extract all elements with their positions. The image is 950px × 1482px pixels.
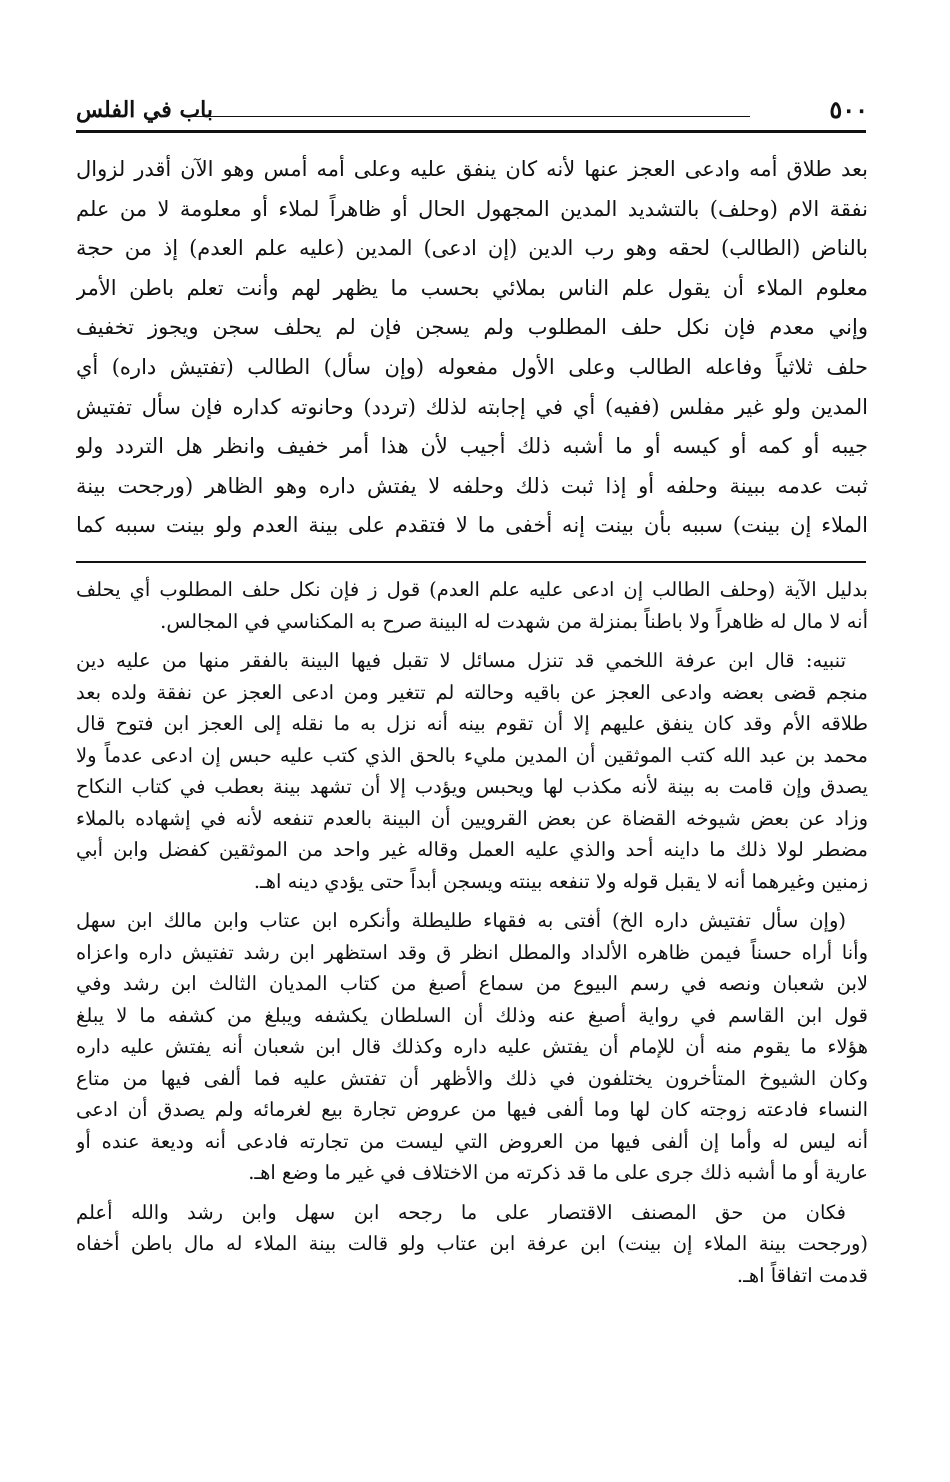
main-commentary-text	[76, 150, 868, 546]
note-line: منجم قضى بعضه وادعى العجز عن باقيه وحالته لم تتغير ومن ادعى العجز عن نفقة ولده بعد	[76, 680, 868, 704]
note-line: يصدق وإن قامت به بينة لأنه مكذب لها ويحبس ويؤدب إلا أن تشهد بينة بعطب في كتاب النكاح	[76, 775, 868, 798]
main-text-line: ثبت عدمه ببينة وحلفه أو إذا ثبت ذلك وحلفه لا يفتش داره وهو الظاهر (ورجحت بينة	[76, 473, 868, 498]
note-line: محمد بن عبد الله كتب الموثقين أن المدين مليء بالحق الذي كتب عليه حبس إن ادعى عدماً ولا	[76, 743, 868, 767]
note-line: وزاد عن بعض شيوخه القضاة عن بعض القرويين أن البينة بالعدم تنفعه لأنه في إشهاده بالملاء	[76, 806, 868, 830]
note-line: بدليل الآية (وحلف الطالب إن ادعى عليه علم العدم) قول ز فإن نكل حلف المطلوب أي يحلف	[76, 578, 868, 601]
note-paragraph	[76, 645, 868, 897]
note-line: طلاقه الأم وقد كان ينفق عليهم إلا أن تقوم بينه أنه نزل به ما نقله إلى العجز ابن فتوح قال	[76, 712, 868, 735]
running-title: باب في الفلس	[76, 97, 213, 123]
main-text-line: حلف ثلاثياً وفاعله الطالب وعلى الأول مفعوله (وإن سأل) الطالب (تفتيش داره) أي	[76, 354, 868, 379]
note-line: النساء فادعته زوجته كان لها وما ألفى فيها من عروض تجارة بيع لغرمائه ولم يصدق أن ادعى	[76, 1098, 868, 1121]
note-paragraph	[76, 905, 868, 1189]
note-line: لابن شعبان ونصه في رسم البيوع من سماع أصبغ من كتاب المديان الثالث ابن رشد وفي	[76, 972, 868, 995]
note-line: قدمت اتفاقاً اهـ.	[736, 1263, 868, 1287]
main-text-line: بعد طلاق أمه وادعى العجز عنها لأنه كان ينفق عليه وعلى أمه أمس وهو الآن أقدر لزوال	[76, 157, 868, 181]
note-line: مضطر لولا ذلك ما داينه أحد والذي عليه العمل وقاله غير واحد من الموثقين كفضل وابن أبي	[76, 838, 868, 861]
note-line: (وإن سأل تفتيش داره الخ) أفتى به فقهاء طليطلة وأنكره ابن عتاب وابن مالك ابن سهل	[76, 909, 846, 932]
page-number: ٥٠٠	[829, 95, 868, 124]
note-line: تنبيه: قال ابن عرفة اللخمي قد تنزل مسائل لا تقبل فيها البينة بالفقر منها من عليه دين	[76, 649, 846, 672]
note-line: هؤلاء ما يقوم منه أن للإمام أن يفتش عليه داره وكذلك قال ابن شعبان أنه يفتش عليه داره	[76, 1035, 868, 1058]
main-text-line: الملاء إن بينت) سببه بأن بينت إنه أخفى ما لا فتقدم على بينة العدم ولو بينت سببه كما	[76, 513, 868, 538]
note-paragraph	[76, 1197, 868, 1292]
note-line: أنه ليس له وأما إن ألفى فيها من العروض التي ليست من تجارته فادعى أنه وديعة عنده أو	[76, 1129, 868, 1153]
note-line: وكان الشيوخ المتأخرون يختلفون في ذلك والأظهر أن تفتش عليه فما ألفى فيها من متاع	[76, 1066, 868, 1090]
footnotes	[76, 574, 868, 1299]
header-thin-rule	[190, 116, 750, 117]
main-text-line: نفقة الام (وحلف) بالتشديد المدين المجهول الحال أو ظاهراً لملاء أو معلومة لا من علم	[76, 196, 868, 221]
note-line: فكان من حق المصنف الاقتصار على ما رجحه ابن سهل وابن رشد والله أعلم	[76, 1200, 846, 1224]
footnote-separator	[76, 561, 866, 563]
note-line: عارية أو ما أشبه ذلك جرى على ما قد ذكرته من الاختلاف في غير ما وضع اهـ.	[248, 1161, 868, 1184]
note-line: أنه لا مال له ظاهراً ولا باطناً بمنزلة من شهدت له البينة صرح به المكناسي في المجالس.	[160, 609, 868, 633]
main-text-line: بالناض (الطالب) لحقه وهو رب الدين (إن ادعى) المدين (عليه علم العدم) إذ من حجة	[76, 236, 868, 261]
note-line: وأنا أراه حسناً فيمن ظاهره الألداد والمطل انظر ق وقد استظهر ابن رشد تفتيش داره واعزاه	[76, 940, 868, 964]
main-text-line: معلوم الملاء أن يقول علم الناس بملائي بحسب ما يظهر لهم وأنت تعلم باطن الأمر	[76, 275, 868, 300]
note-line: (ورجحت بينة الملاء إن بينت) ابن عرفة ابن عتاب ولو قالت بينة الملاء له مال باطن أخفاه	[76, 1232, 868, 1255]
note-line: قول ابن القاسم في رواية أصبغ عنه وذلك أن السلطان يكشفه ويبلغ من كشفه ما لا يبلغ	[76, 1003, 868, 1027]
note-paragraph	[76, 574, 868, 637]
main-text-line: المدين ولو غير مفلس (ففيه) أي في إجابته لذلك (تردد) وحانوته كداره فإن سأل تفتيش	[76, 394, 868, 419]
note-line: زمنين وغيرهما أنه لا يقبل قوله ولا تنفعه بينته ويسجن أبداً حتى يؤدي دينه اهـ.	[253, 869, 868, 893]
header-rule	[76, 130, 866, 133]
main-text-line: وإني معدم فإن نكل حلف المطلوب ولم يسجن فإن لم يحلف سجن ويجوز تخفيف	[76, 315, 868, 340]
main-text-line: جيبه أو كمه أو كيسه أو ما أشبه ذلك أجيب لأن هذا أمر خفيف وانظر هل التردد ولو	[76, 434, 868, 459]
